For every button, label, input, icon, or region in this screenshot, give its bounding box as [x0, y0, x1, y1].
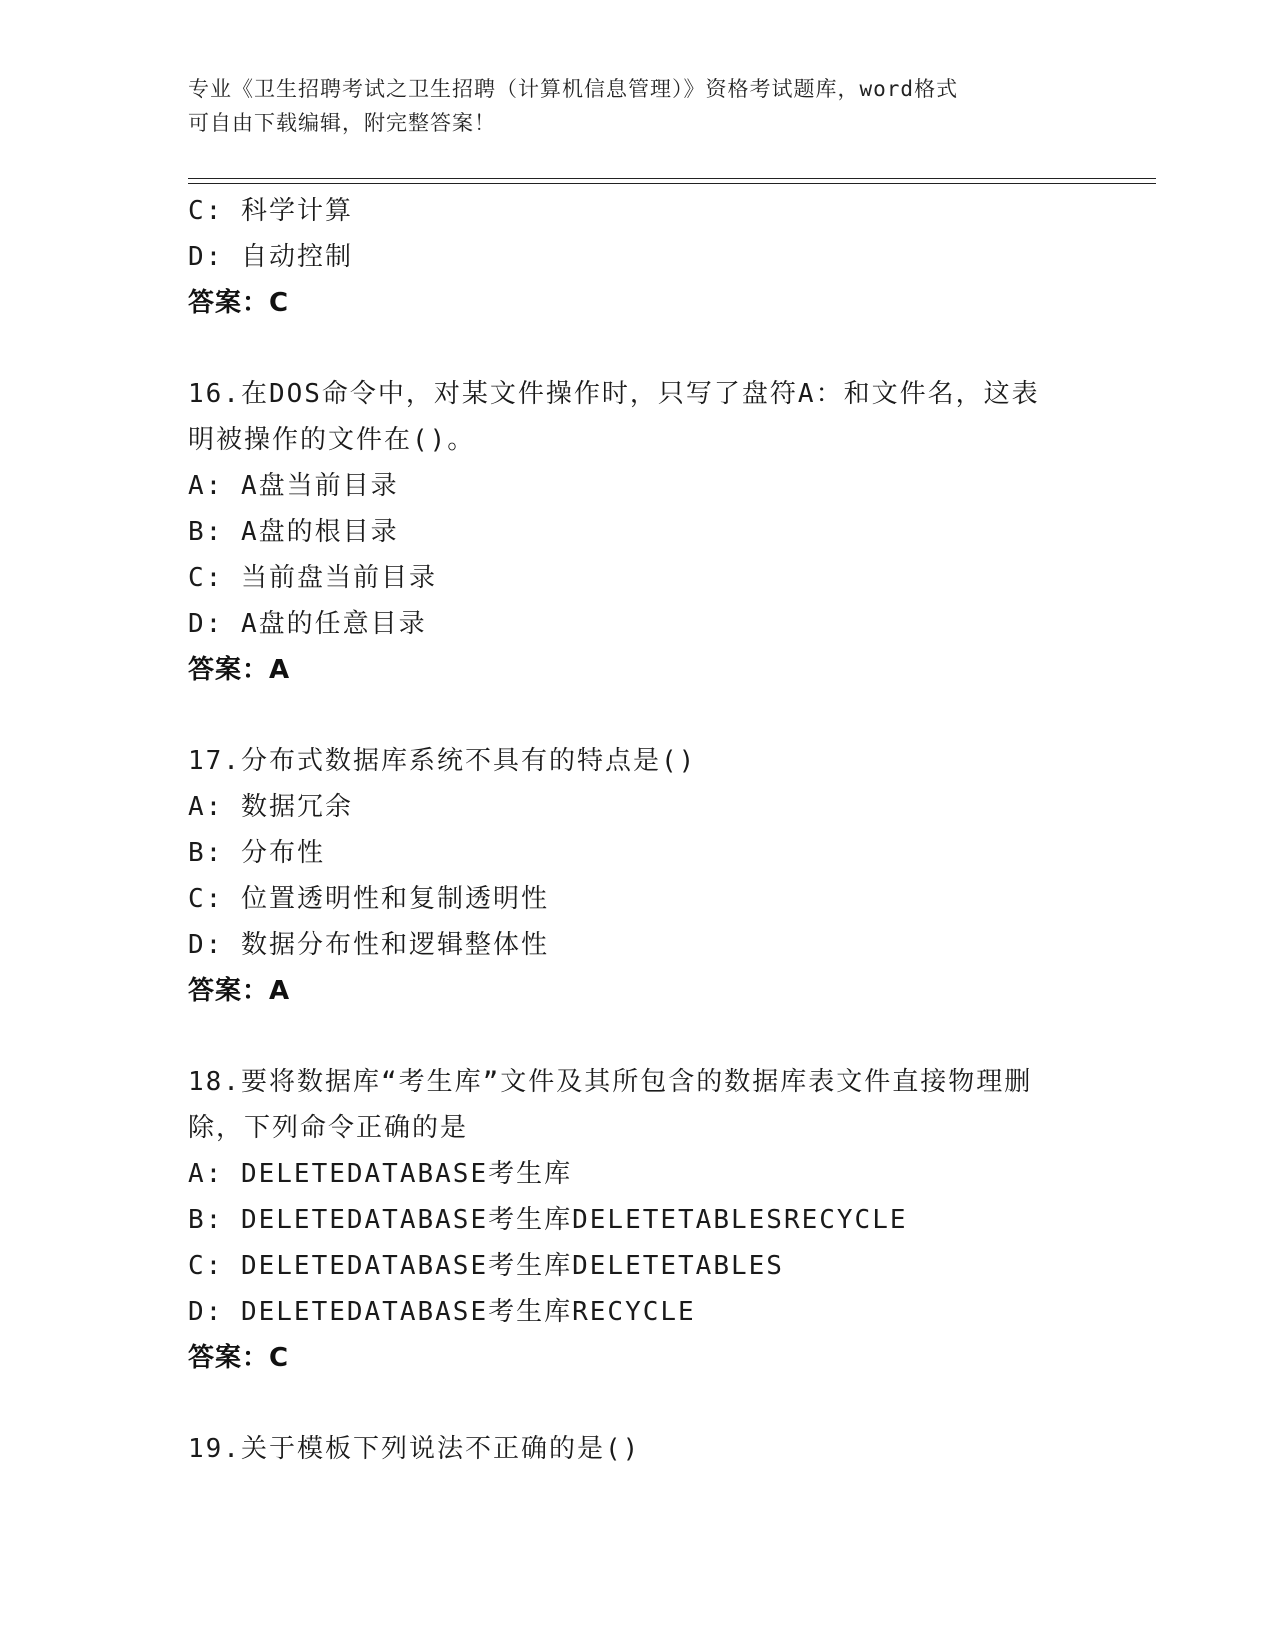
answer-label: 答案：A: [188, 655, 291, 685]
option-a: A: DELETEDATABASE考生库: [188, 1159, 573, 1189]
answer-label: 答案：C: [188, 288, 290, 318]
header-line-2: 可自由下载编辑，附完整答案！: [188, 111, 496, 135]
header-divider-bottom: [188, 183, 1156, 184]
question-18: [188, 1059, 1088, 1381]
option-b: B: DELETEDATABASE考生库DELETETABLESRECYCLE: [188, 1205, 908, 1235]
spacer: [188, 1381, 1088, 1426]
question-list: [188, 188, 1088, 1472]
header-line-1: 专业《卫生招聘考试之卫生招聘（计算机信息管理）》资格考试题库，word格式: [188, 77, 959, 101]
question-19: [188, 1426, 1088, 1472]
question-stem: 18.要将数据库“考生库”文件及其所包含的数据库表文件直接物理删: [188, 1067, 1033, 1097]
option-b: B: A盘的根目录: [188, 517, 399, 547]
spacer: [188, 1014, 1088, 1059]
question-15-continued: [188, 188, 1088, 326]
header-divider-top: [188, 178, 1156, 179]
option-c: C: 科学计算: [188, 196, 353, 226]
question-stem-continued: 明被操作的文件在()。: [188, 425, 476, 455]
question-17: [188, 738, 1088, 1014]
question-stem: 19.关于模板下列说法不正确的是(): [188, 1434, 641, 1464]
question-stem: 16.在DOS命令中，对某文件操作时，只写了盘符A：和文件名，这表: [188, 379, 1040, 409]
option-d: D: DELETEDATABASE考生库RECYCLE: [188, 1297, 696, 1327]
answer-label: 答案：A: [188, 976, 291, 1006]
option-d: D: A盘的任意目录: [188, 609, 427, 639]
option-c: C: DELETEDATABASE考生库DELETETABLES: [188, 1251, 784, 1281]
option-c: C: 位置透明性和复制透明性: [188, 884, 549, 914]
option-b: B: 分布性: [188, 838, 325, 868]
option-c: C: 当前盘当前目录: [188, 563, 437, 593]
option-a: A: A盘当前目录: [188, 471, 399, 501]
question-16: [188, 371, 1088, 693]
spacer: [188, 326, 1088, 371]
question-stem: 17.分布式数据库系统不具有的特点是(): [188, 746, 697, 776]
answer-label: 答案：C: [188, 1343, 290, 1373]
question-stem-continued: 除，下列命令正确的是: [188, 1113, 469, 1143]
page-header: [188, 72, 1088, 140]
option-d: D: 数据分布性和逻辑整体性: [188, 930, 549, 960]
option-a: A: 数据冗余: [188, 792, 353, 822]
option-d: D: 自动控制: [188, 242, 353, 272]
spacer: [188, 693, 1088, 738]
